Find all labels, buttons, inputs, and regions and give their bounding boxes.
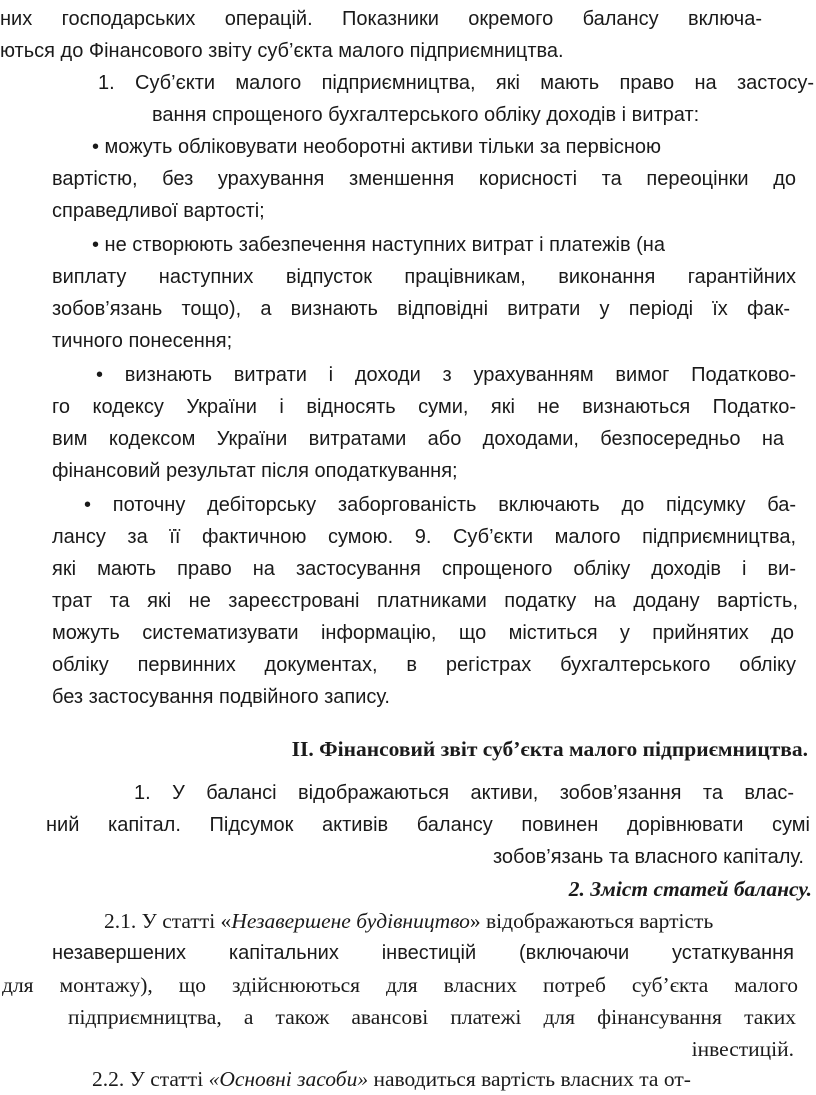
text-run: » відображаються вартість <box>469 909 714 933</box>
text-line: го кодексу України і відносять суми, які не визнаються Податко- <box>52 396 796 418</box>
text-line: 1. Суб’єкти малого підприємництва, які мають право на застосу- <box>98 72 814 94</box>
text-run: 2.2. У статті <box>92 1067 209 1091</box>
text-run: наводиться вартість власних та от- <box>368 1067 691 1091</box>
text-line <box>104 906 713 936</box>
text-line: • поточну дебіторську заборгованість включають до підсумку ба- <box>84 494 796 516</box>
text-line: вим кодексом України витратами або доходами, безпосередньо на <box>52 428 784 450</box>
text-line: • визнають витрати і доходи з урахуванням вимог Податково- <box>96 364 796 386</box>
text-line: підприємництва, а також авансові платежі для фінансування таких <box>68 1005 796 1029</box>
text-line: • можуть обліковувати необоротні активи тільки за первісною <box>92 136 661 158</box>
text-line: лансу за її фактичною сумою. 9. Суб’єкти малого підприємництва, <box>52 526 796 548</box>
section-heading: ІІ. Фінансовий звіт суб’єкта малого підприємництва. <box>291 737 808 761</box>
text-line: зобов’язань тощо), а визнають відповідні витрати у періоді їх фак- <box>52 298 790 320</box>
text-line: них господарських операцій. Показники окремого балансу включа- <box>0 8 762 30</box>
text-line: ний капітал. Підсумок активів балансу повинен дорівнювати сумі <box>46 814 810 836</box>
text-line: обліку первинних документах, в регістрах бухгалтерського обліку <box>52 654 796 676</box>
text-line: тичного понесення; <box>52 330 233 352</box>
text-line: які мають право на застосування спрощеного обліку доходів і ви- <box>52 558 796 580</box>
text-line: • не створюють забезпечення наступних витрат і платежів (на <box>92 234 665 256</box>
article-name: «Основні засоби» <box>208 1067 369 1091</box>
text-line: вання спрощеного бухгалтерського обліку доходів і витрат: <box>152 104 700 126</box>
article-name: Незавершене будівництво <box>231 909 470 933</box>
text-line: інвестицій. <box>691 1037 794 1061</box>
text-line: справедливої вартості; <box>52 200 265 222</box>
text-line: без застосування подвійного запису. <box>52 686 390 708</box>
text-line: 1. У балансі відображаються активи, зобов’язання та влас- <box>134 782 794 804</box>
text-line: ються до Фінансового звіту суб’єкта малого підприємництва. <box>0 40 564 62</box>
text-line: незавершених капітальних інвестицій (включаючи устаткування <box>52 942 794 964</box>
text-run: 2.1. У статті « <box>104 909 232 933</box>
text-line <box>92 1064 691 1094</box>
text-line: виплату наступних відпусток працівникам, виконання гарантійних <box>52 266 796 288</box>
text-line: вартістю, без урахування зменшення корисності та переоцінки до <box>52 168 796 190</box>
text-line: трат та які не зареєстровані платниками податку на додану вартість, <box>52 590 798 612</box>
subsection-heading: 2. Зміст статей балансу. <box>568 877 812 901</box>
text-line: можуть систематизувати інформацію, що міститься у прийнятих до <box>52 622 794 644</box>
text-line: для монтажу), що здійснюються для власних потреб суб’єкта малого <box>2 973 798 997</box>
text-line: зобов’язань та власного капіталу. <box>492 846 804 868</box>
text-line: фінансовий результат після оподаткування; <box>52 460 458 482</box>
